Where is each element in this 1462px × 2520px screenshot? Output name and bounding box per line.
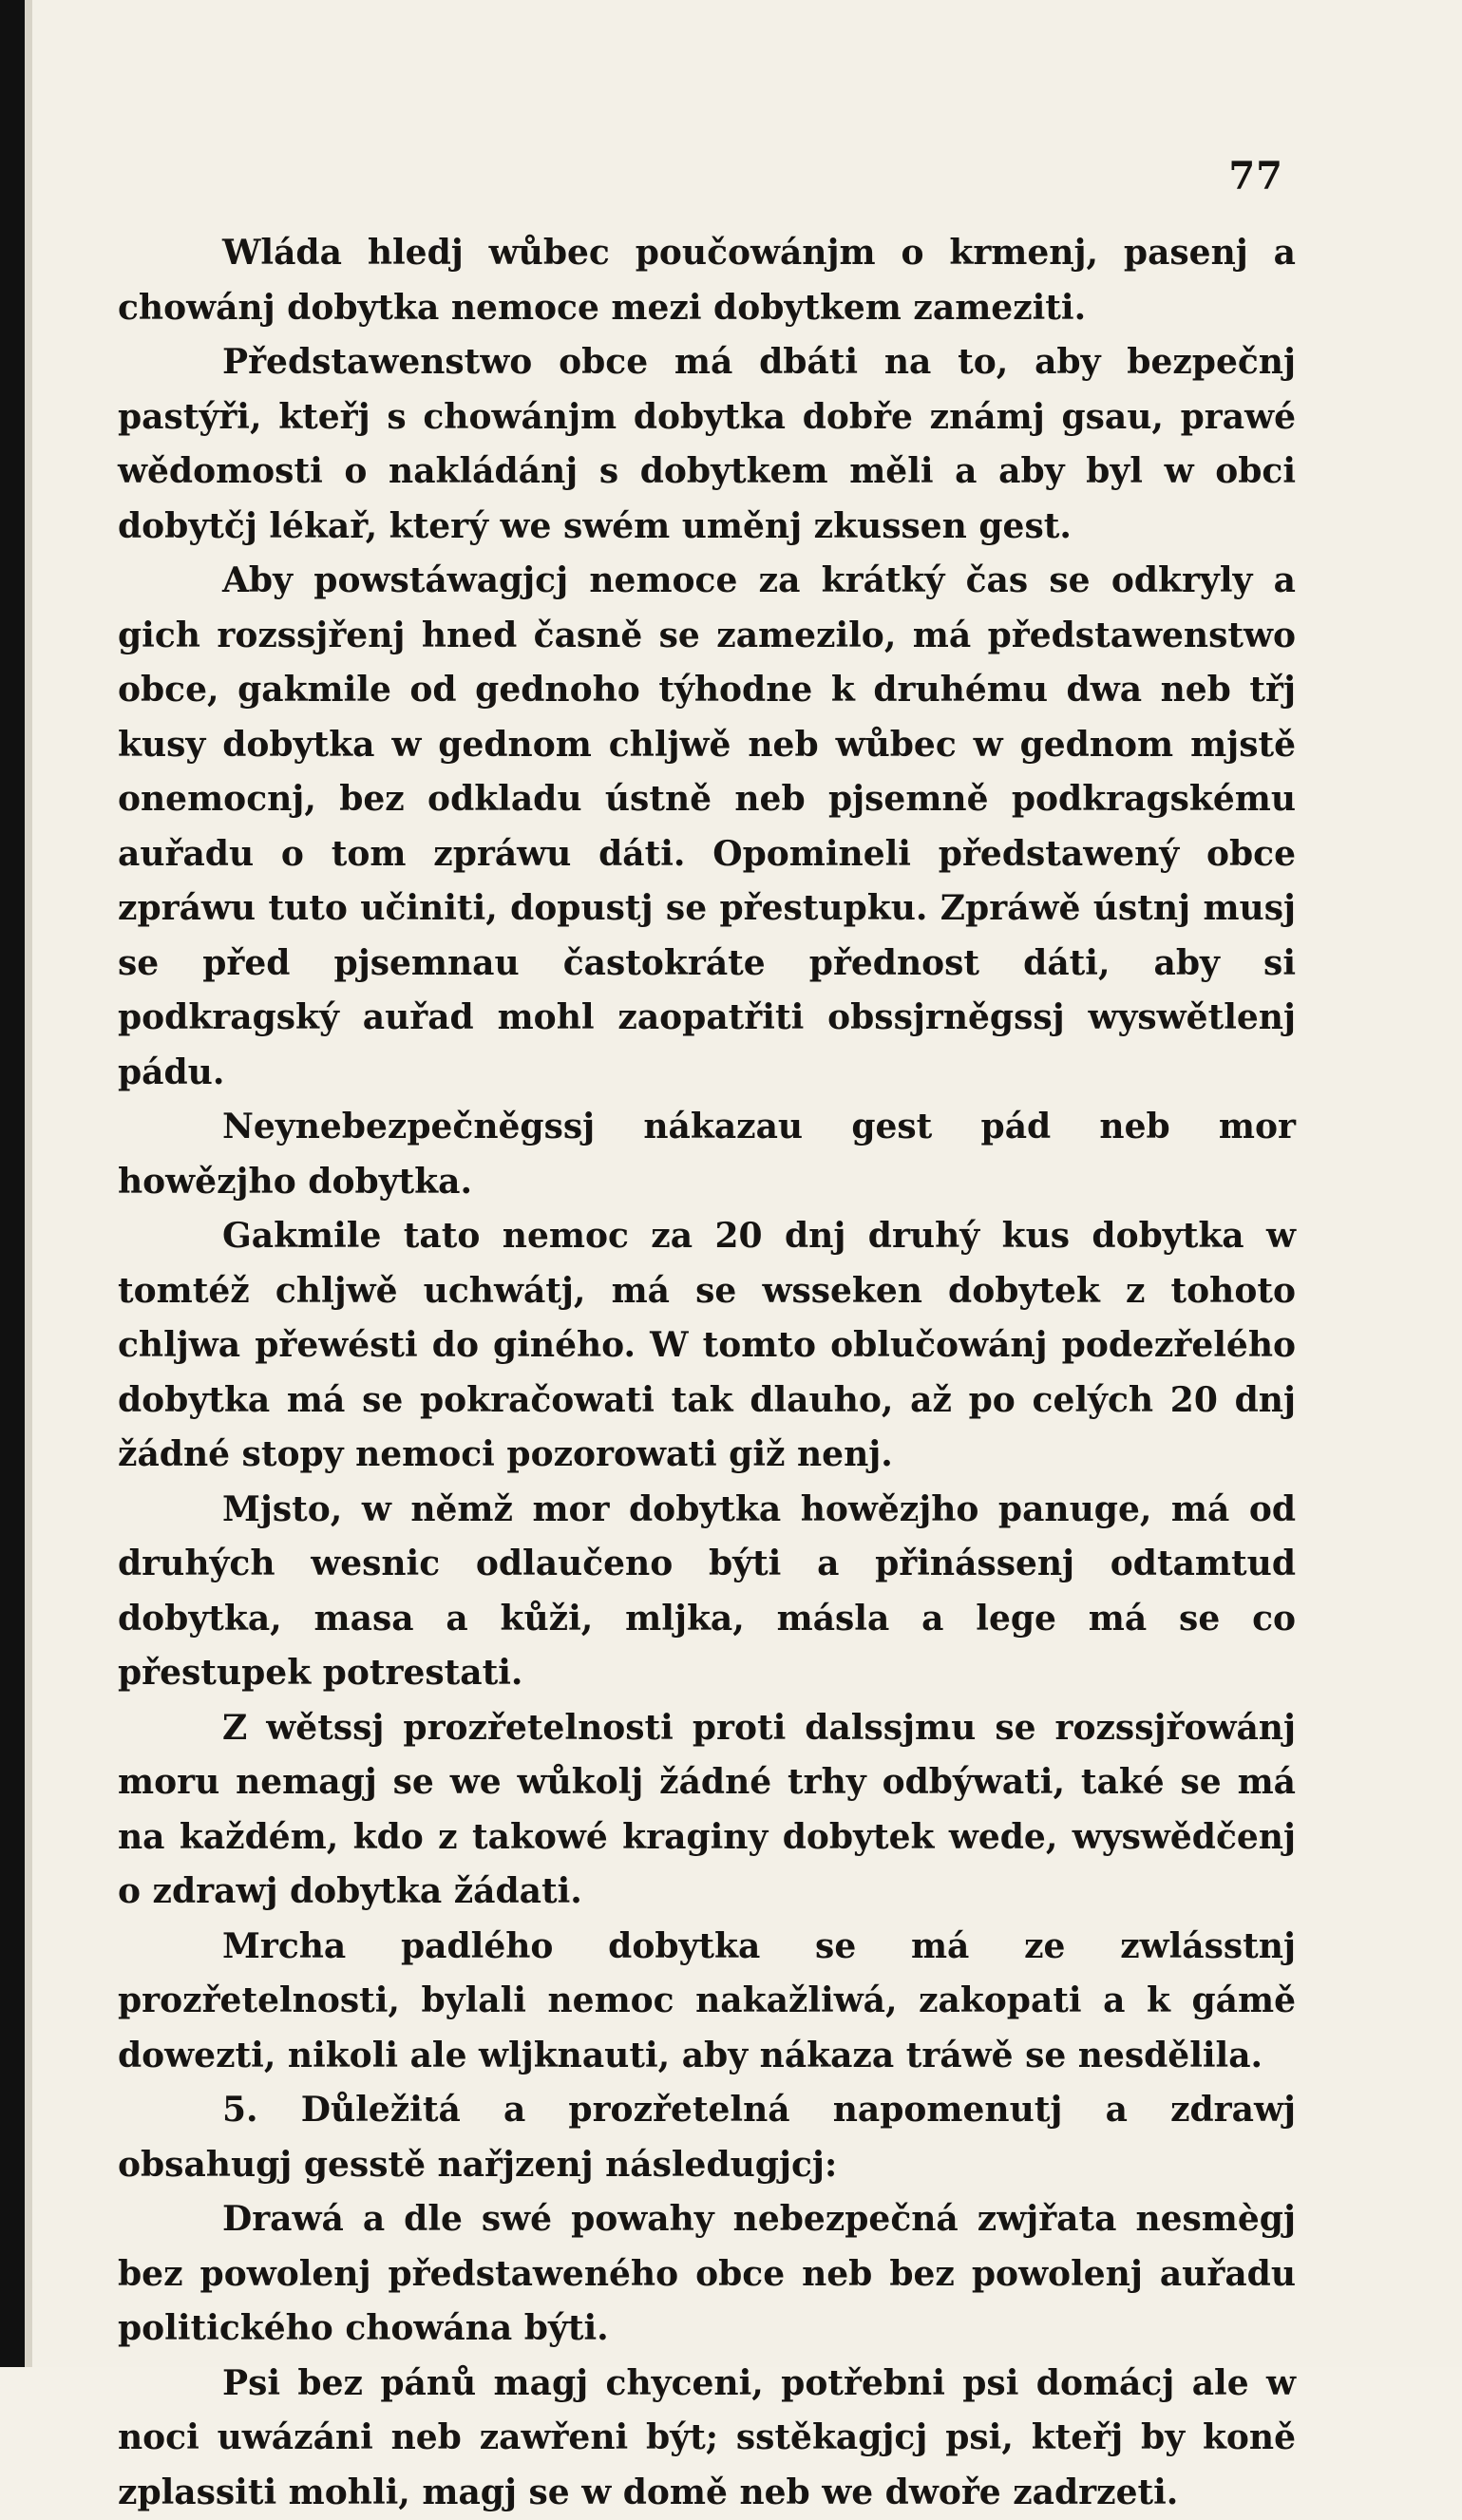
- paragraph-6: Mjsto, w němž mor dobytka howězjho panuge, má od druhých wesnic odlaučeno býti a přinássenj odtamtud dobytka, masa a kůži, mljka, másla a lege má se co přestupek potrestati.: [118, 1483, 1296, 1701]
- paragraph-3: Aby powstáwagjcj nemoce za krátký čas se odkryly a gich rozssjřenj hned časně se zamezilo, má předstawenstwo obce, gakmile od gednoho týhodne k druhému dwa neb třj kusy dobytka w gednom chljwě neb wůbec w gednom mjstě onemocnj, bez odkladu ústně neb pjsemně podkragskému auřadu o tom zpráwu dáti. Opomineli předstawený obce zpráwu tuto učiniti, dopustj se přestupku. Zpráwě ústnj musj se před pjsemnau častokráte přednost dáti, aby si podkragský auřad mohl zaopatřiti obssjrněgssj wyswětlenj pádu.: [118, 554, 1296, 1100]
- paragraph-1: Wláda hledj wůbec poučowánjm o krmenj, pasenj a chowánj dobytka nemoce mezi dobytkem zameziti.: [118, 226, 1296, 335]
- paragraph-9: 5. Důležitá a prozřetelná napomenutj a zdrawj obsahugj gesstě nařjzenj následugjcj:: [118, 2083, 1296, 2192]
- paragraph-10: Drawá a dle swé powahy nebezpečná zwjřata nesmègj bez powolenj předstaweného obce neb bez powolenj auřadu politického chowána býti.: [118, 2192, 1296, 2357]
- body-text: [118, 226, 1296, 2520]
- page-edge-dark: [0, 0, 25, 2367]
- page-number: 77: [1228, 154, 1283, 199]
- paragraph-5: Gakmile tato nemoc za 20 dnj druhý kus dobytka w tomtéž chljwě uchwátj, má se wsseken dobytek z tohoto chljwa přewésti do giného. W tomto oblučowánj podezřelého dobytka má se pokračowati tak dlauho, až po celých 20 dnj žádné stopy nemoci pozorowati giž nenj.: [118, 1209, 1296, 1483]
- paragraph-7: Z wětssj prozřetelnosti proti dalssjmu se rozssjřowánj moru nemagj se we wůkolj žádné trhy odbýwati, také se má na každém, kdo z takowé kraginy dobytek wede, wyswědčenj o zdrawj dobytka žádati.: [118, 1701, 1296, 1920]
- paragraph-11: Psi bez pánů magj chyceni, potřebni psi domácj ale w noci uwázáni neb zawřeni být; sstěkagjcj psi, kteřj by koně zplassiti mohli, magj se w domě neb we dwoře zadrzeti.: [118, 2357, 1296, 2520]
- paragraph-2: Předstawenstwo obce má dbáti na to, aby bezpečnj pastýři, kteřj s chowánjm dobytka dobře známj gsau, prawé wědomosti o nakládánj s dobytkem měli a aby byl w obci dobytčj lékař, který we swém uměnj zkussen gest.: [118, 335, 1296, 554]
- paragraph-4: Neynebezpečněgssj nákazau gest pád neb mor howězjho dobytka.: [118, 1100, 1296, 1209]
- page-edge-light: [25, 0, 32, 2367]
- paragraph-8: Mrcha padlého dobytka se má ze zwlásstnj prozřetelnosti, bylali nemoc nakažliwá, zakopati a k gámě dowezti, nikoli ale wljknauti, aby nákaza tráwě se nesdělila.: [118, 1920, 1296, 2084]
